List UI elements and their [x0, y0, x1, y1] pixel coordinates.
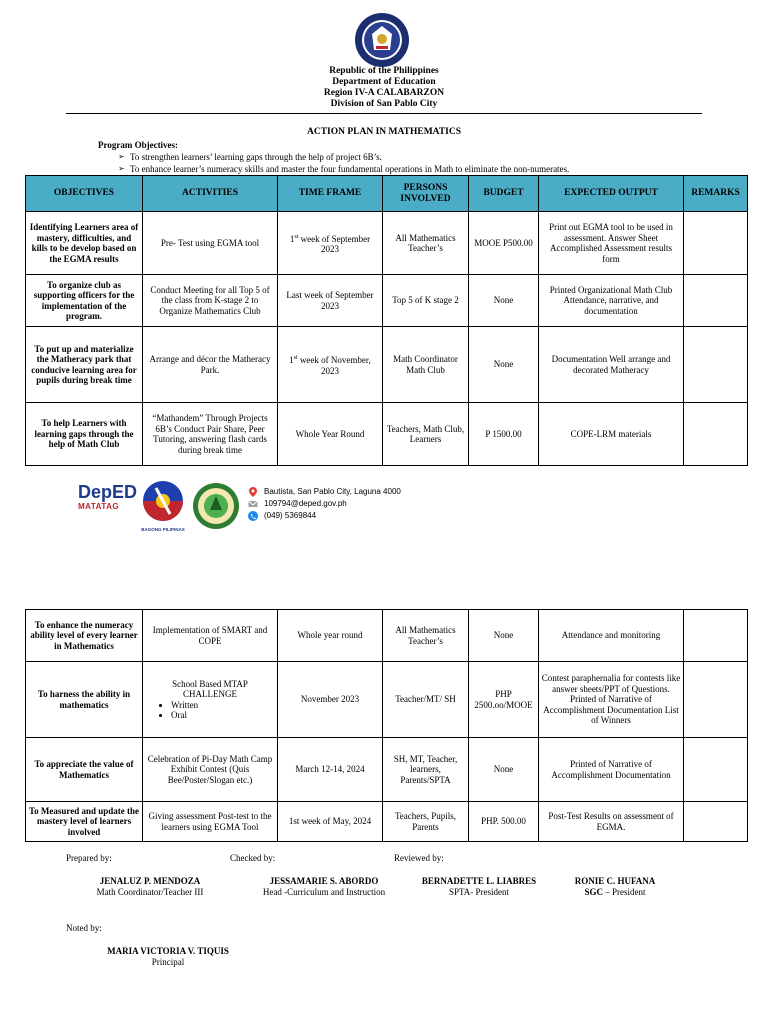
action-plan-table-part-2 — [25, 609, 748, 842]
cell-budget: None — [469, 327, 539, 403]
reviewed-by-label: Reviewed by: — [394, 853, 444, 863]
document-header — [0, 66, 768, 110]
signatory-reviewer-spta — [414, 876, 544, 898]
header-line-1: Republic of the Philippines — [329, 66, 439, 76]
cell-objective: Identifying Learners area of mastery, difficulties, and kills to be develop based on the EGMA results — [26, 212, 143, 275]
prepared-by-label: Prepared by: — [66, 853, 112, 863]
page-footer — [78, 478, 498, 534]
table-row — [26, 610, 748, 662]
cell-time-frame: Whole Year Round — [278, 403, 383, 466]
cell-objective: To put up and materialize the Matheracy park that conducive learning area for pupils during break time — [26, 327, 143, 403]
phone-text: (049) 5369844 — [264, 511, 317, 520]
header-line-4: Division of San Pablo City — [330, 99, 438, 109]
signatory-role: SPTA- President — [448, 887, 510, 897]
table-header-row — [26, 176, 748, 212]
objective-item: ➢ To strengthen learners’ learning gaps through the help of project 6B’s. — [118, 151, 569, 163]
document-title: ACTION PLAN IN MATHEMATICS — [306, 127, 462, 137]
cell-remarks — [684, 275, 748, 327]
cell-output: Print out EGMA tool to be used in assessment. Answer Sheet Accomplished Assessment results form — [539, 212, 684, 275]
cell-budget: None — [469, 610, 539, 662]
email-row — [248, 498, 401, 510]
cell-output: Contest paraphernalia for contests like answer sheets/PPT of Questions. Printed of Narrative of Accomplishment Documentation List of Winners — [539, 662, 684, 738]
cell-output: Printed of Narrative of Accomplishment Documentation — [539, 738, 684, 802]
cell-output: Printed Organizational Math Club Attendance, narrative, and documentation — [539, 275, 684, 327]
cell-remarks — [684, 327, 748, 403]
cell-budget: PHP. 500.00 — [469, 802, 539, 842]
phone-row — [248, 510, 401, 522]
cell-remarks — [684, 212, 748, 275]
cell-time-frame: 1st week of May, 2024 — [278, 802, 383, 842]
objectives-label: Program Objectives: — [98, 140, 179, 150]
col-header-activities: ACTIVITIES — [143, 176, 278, 212]
col-header-remarks: REMARKS — [684, 176, 748, 212]
signatory-name: MARIA VICTORIA V. TIQUIS — [107, 946, 229, 956]
email-text: 109794@deped.gov.ph — [264, 499, 347, 508]
bagong-pilipinas-wordmark: BAGONG PILIPINAS — [141, 527, 185, 532]
cell-budget: None — [469, 738, 539, 802]
contact-info — [248, 486, 401, 522]
cell-output: Attendance and monitoring — [539, 610, 684, 662]
address-row — [248, 486, 401, 498]
cell-time-frame: Whole year round — [278, 610, 383, 662]
signatory-name: JENALUZ P. MENDOZA — [99, 876, 201, 886]
signatory-role: Math Coordinator/Teacher III — [96, 887, 204, 897]
signatory-name: JESSAMARIE S. ABORDO — [269, 876, 379, 886]
cell-remarks — [684, 738, 748, 802]
objective-item: ➢ To enhance learner’s numeracy skills and master the four fundamental operations in Math to eliminate the non-numerates. — [118, 163, 569, 175]
matatag-wordmark: MATATAG — [78, 502, 120, 511]
cell-output: Post-Test Results on assessment of EGMA. — [539, 802, 684, 842]
cell-persons: Teachers, Pupils, Parents — [383, 802, 469, 842]
noted-by-label: Noted by: — [66, 923, 102, 933]
cell-time-frame: 1st week of November, 2023 — [278, 327, 383, 403]
table-row — [26, 662, 748, 738]
cell-persons: SH, MT, Teacher, learners, Parents/SPTA — [383, 738, 469, 802]
cell-objective: To appreciate the value of Mathematics — [26, 738, 143, 802]
signatory-role: Head -Curriculum and Instruction — [262, 887, 386, 897]
cell-persons: Top 5 of K stage 2 — [383, 275, 469, 327]
signatory-reviewer-sgc — [550, 876, 680, 898]
bagong-pilipinas-logo — [134, 480, 192, 532]
email-icon — [248, 499, 258, 509]
table-row — [26, 327, 748, 403]
cell-budget: PHP 2500.oo/MOOE — [469, 662, 539, 738]
cell-activity: “Mathandem” Through Projects 6B’s Conduct Pair Share, Peer Tutoring, answering flash cards during break time — [143, 403, 278, 466]
signatory-preparer — [70, 876, 230, 898]
header-divider — [66, 113, 702, 114]
cell-objective: To organize club as supporting officers for the implementation of the program. — [26, 275, 143, 327]
signatory-role: Principal — [151, 957, 185, 967]
cell-budget: MOOE P500.00 — [469, 212, 539, 275]
cell-objective: To enhance the numeracy ability level of every learner in Mathematics — [26, 610, 143, 662]
phone-icon — [248, 511, 258, 521]
cell-time-frame: 1st week of September 2023 — [278, 212, 383, 275]
cell-remarks — [684, 662, 748, 738]
cell-persons: Math Coordinator Math Club — [383, 327, 469, 403]
signatory-role: SGC – President — [584, 887, 646, 897]
col-header-budget: BUDGET — [469, 176, 539, 212]
cell-remarks — [684, 802, 748, 842]
signatory-principal — [88, 946, 248, 968]
cell-objective: To harness the ability in mathematics — [26, 662, 143, 738]
table-row — [26, 403, 748, 466]
cell-budget: P 1500.00 — [469, 403, 539, 466]
cell-budget: None — [469, 275, 539, 327]
address-text: Bautista, San Pablo City, Laguna 4000 — [264, 487, 401, 496]
deped-wordmark: DepED — [78, 482, 138, 502]
cell-objective: To help Learners with learning gaps through the help of Math Club — [26, 403, 143, 466]
cell-activity: Giving assessment Post-test to the learners using EGMA Tool — [143, 802, 278, 842]
cell-output: COPE-LRM materials — [539, 403, 684, 466]
activity-bullet: • Written — [171, 700, 275, 711]
col-header-objectives: OBJECTIVES — [26, 176, 143, 212]
cell-time-frame: Last week of September 2023 — [278, 275, 383, 327]
header-line-3: Region IV-A CALABARZON — [323, 88, 445, 98]
cell-activity — [143, 662, 278, 738]
table-row — [26, 738, 748, 802]
signatory-checker — [236, 876, 412, 898]
cell-objective: To Measured and update the mastery level of learners involved — [26, 802, 143, 842]
cell-time-frame: March 12-14, 2024 — [278, 738, 383, 802]
cell-output: Documentation Well arrange and decorated Matheracy — [539, 327, 684, 403]
cell-persons: All Mathematics Teacher’s — [383, 610, 469, 662]
action-plan-table-part-1 — [25, 175, 748, 466]
cell-activity: Arrange and décor the Matheracy Park. — [143, 327, 278, 403]
signatory-name: BERNADETTE L. LIABRES — [421, 876, 537, 886]
cell-activity: Pre- Test using EGMA tool — [143, 212, 278, 275]
table-row — [26, 802, 748, 842]
bagong-pilipinas-emblem-icon — [134, 480, 192, 522]
header-line-2: Department of Education — [332, 77, 436, 87]
cell-remarks — [684, 403, 748, 466]
cell-activity: Celebration of Pi-Day Math Camp Exhibit Contest (Quis Bee/Poster/Slogan etc.) — [143, 738, 278, 802]
deped-matatag-logo — [78, 482, 138, 530]
checked-by-label: Checked by: — [230, 853, 276, 863]
table-row — [26, 212, 748, 275]
signatory-name: RONIE C. HUFANA — [574, 876, 656, 886]
cell-activity: Conduct Meeting for all Top 5 of the class from K-stage 2 to Organize Mathematics Club — [143, 275, 278, 327]
cell-remarks — [684, 610, 748, 662]
cell-persons: Teachers, Math Club, Learners — [383, 403, 469, 466]
school-seal-logo — [192, 482, 240, 530]
col-header-persons-involved: PERSONS INVOLVED — [383, 176, 469, 212]
location-pin-icon — [248, 487, 258, 497]
col-header-time-frame: TIME FRAME — [278, 176, 383, 212]
deped-seal-logo — [354, 12, 410, 68]
cell-activity: Implementation of SMART and COPE — [143, 610, 278, 662]
col-header-expected-output: EXPECTED OUTPUT — [539, 176, 684, 212]
activity-title: School Based MTAP CHALLENGE — [172, 678, 248, 699]
cell-persons: Teacher/MT/ SH — [383, 662, 469, 738]
cell-persons: All Mathematics Teacher’s — [383, 212, 469, 275]
cell-time-frame: November 2023 — [278, 662, 383, 738]
table-row — [26, 275, 748, 327]
activity-bullet: • Oral — [171, 710, 275, 721]
program-objectives — [98, 139, 569, 175]
